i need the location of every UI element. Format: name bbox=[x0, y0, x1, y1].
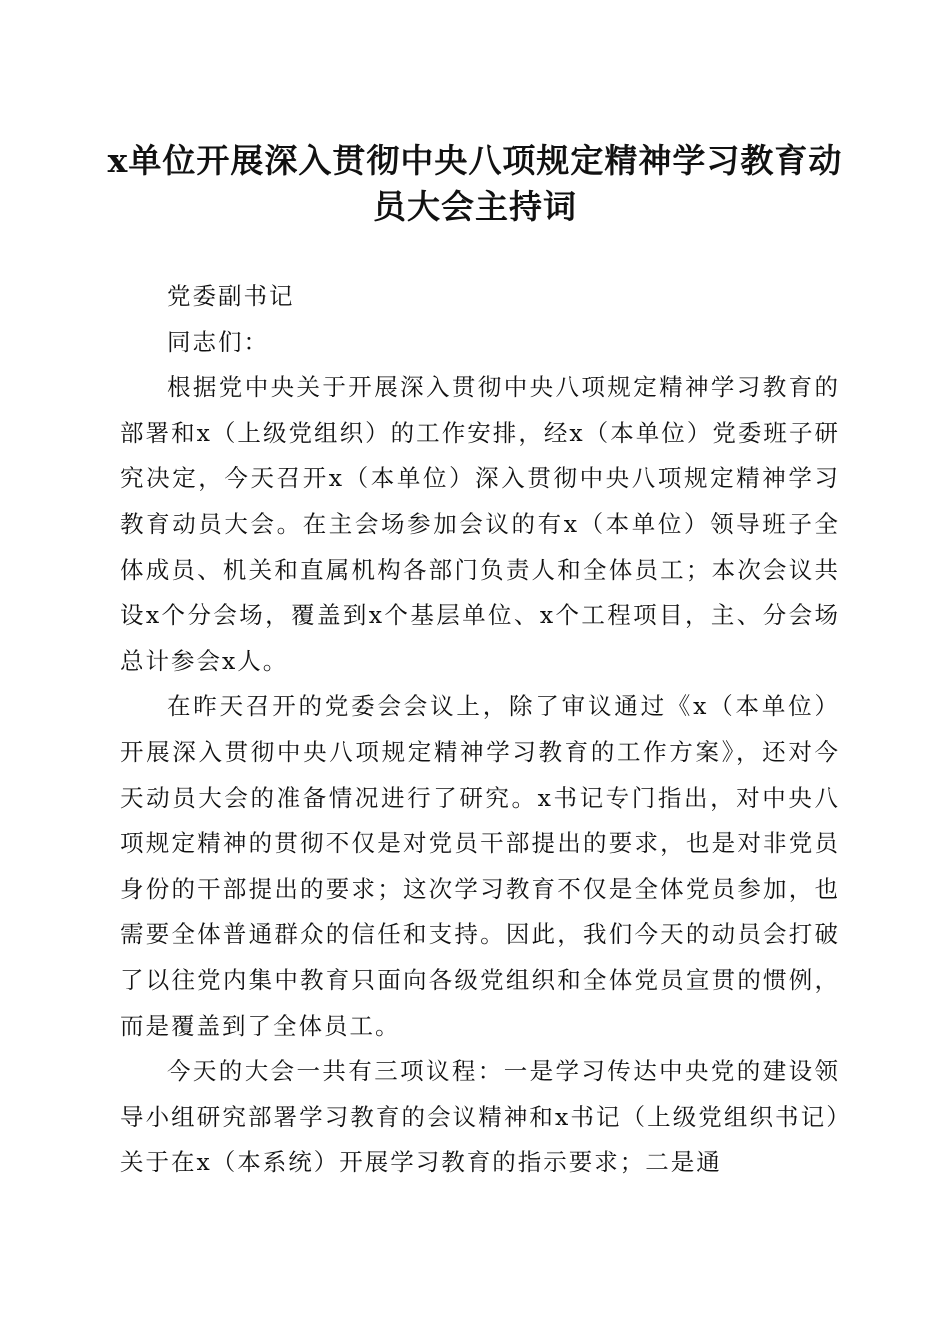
body-paragraph-2: 在昨天召开的党委会会议上，除了审议通过《x（本单位）开展深入贯彻中央八项规定精神学习教育的工作方案》，还对今天动员大会的准备情况进行了研究。x书记专门指出，对中央八项规定精神的贯彻不仅是对党员干部提出的要求，也是对非党员身份的干部提出的要求；这次学习教育不仅是全体党员参加，也需要全体普通群众的信任和支持。因此，我们今天的动员会打破了以往党内集中教育只面向各级党组织和全体党员宣贯的惯例，而是覆盖到了全体员工。 bbox=[120, 692, 840, 1040]
body-paragraph-1: 根据党中央关于开展深入贯彻中央八项规定精神学习教育的部署和x（上级党组织）的工作安排，经x（本单位）党委班子研究决定，今天召开x（本单位）深入贯彻中央八项规定精神学习教育动员大会。在主会场参加会议的有x（本单位）领导班子全体成员、机关和直属机构各部门负责人和全体员工；本次会议共设x个分会场，覆盖到x个基层单位、x个工程项目，主、分会场总计参会x人。 bbox=[120, 373, 840, 675]
body-paragraph-3: 今天的大会一共有三项议程：一是学习传达中央党的建设领导小组研究部署学习教育的会议精神和x书记（上级党组织书记）关于在x（本系统）开展学习教育的指示要求；二是通 bbox=[120, 1057, 840, 1177]
document-body bbox=[120, 274, 840, 1186]
salutation-line: 同志们： bbox=[167, 327, 269, 356]
document-title: x单位开展深入贯彻中央八项规定精神学习教育动员大会主持词 bbox=[107, 141, 843, 226]
speaker-line: 党委副书记 bbox=[167, 282, 295, 310]
